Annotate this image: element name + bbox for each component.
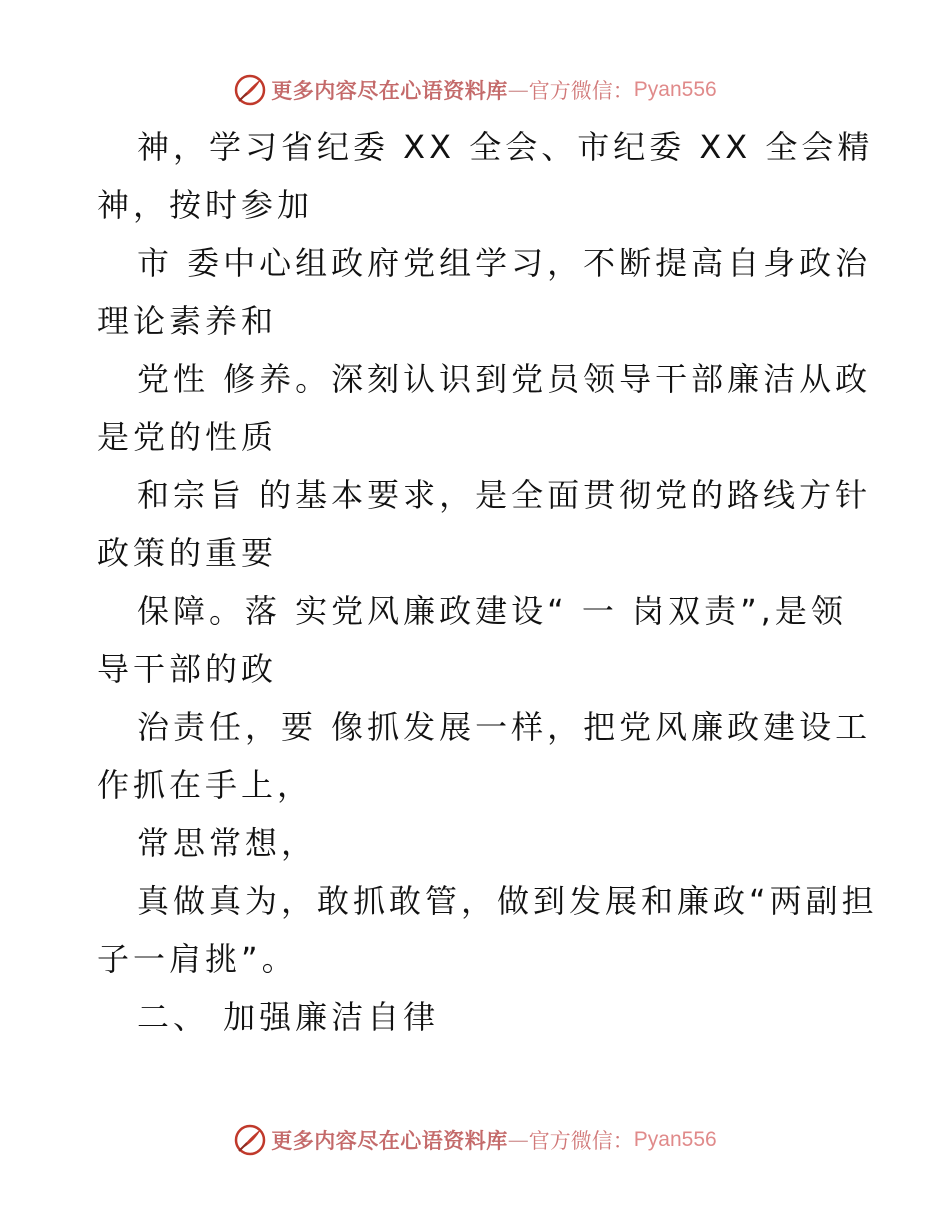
header-watermark-banner: [0, 70, 950, 110]
banner-wechat-id: Pyan556: [633, 78, 717, 101]
text-line: 神，按时参加: [97, 186, 314, 224]
banner-separator: —: [507, 78, 529, 102]
feather-logo-icon: [233, 1123, 267, 1157]
text-line: 导干部的政: [97, 650, 278, 688]
footer-watermark-banner: [0, 1120, 950, 1160]
text-line: 作抓在手上，: [97, 766, 314, 804]
feather-logo-icon: [233, 73, 267, 107]
text-line: 真做真为，敢抓敢管，做到发展和廉政“两副担: [137, 882, 878, 920]
section-heading: 二、 加强廉洁自律: [137, 998, 440, 1036]
banner-text: 更多内容尽在心语资料库: [271, 78, 508, 103]
text-line: 神，学习省纪委 XX 全会、市纪委 XX 全会精: [137, 128, 874, 166]
banner-wechat-label: 官方微信：: [528, 79, 634, 103]
text-line: 是党的性质: [97, 418, 278, 456]
banner-separator: —: [507, 1128, 529, 1152]
text-line: 理论素养和: [97, 302, 278, 340]
banner-wechat-label: 官方微信：: [528, 1129, 634, 1153]
text-line: 党性 修养。深刻认识到党员领导干部廉洁从政: [137, 360, 872, 398]
text-line: 治责任，要 像抓发展一样，把党风廉政建设工: [137, 708, 872, 746]
text-line: 市 委中心组政府党组学习，不断提高自身政治: [137, 244, 872, 282]
banner-text: 更多内容尽在心语资料库: [271, 1128, 508, 1153]
document-body: [97, 118, 877, 1046]
banner-wechat-id: Pyan556: [633, 1128, 717, 1151]
text-line: 常思常想，: [137, 824, 318, 862]
text-line: 保障。落 实党风廉政建设“ 一 岗双责”,是领: [137, 592, 847, 630]
text-line: 和宗旨 的基本要求，是全面贯彻党的路线方针: [137, 476, 872, 514]
text-line: 政策的重要: [97, 534, 278, 572]
text-line: 子一肩挑”。: [97, 940, 298, 978]
